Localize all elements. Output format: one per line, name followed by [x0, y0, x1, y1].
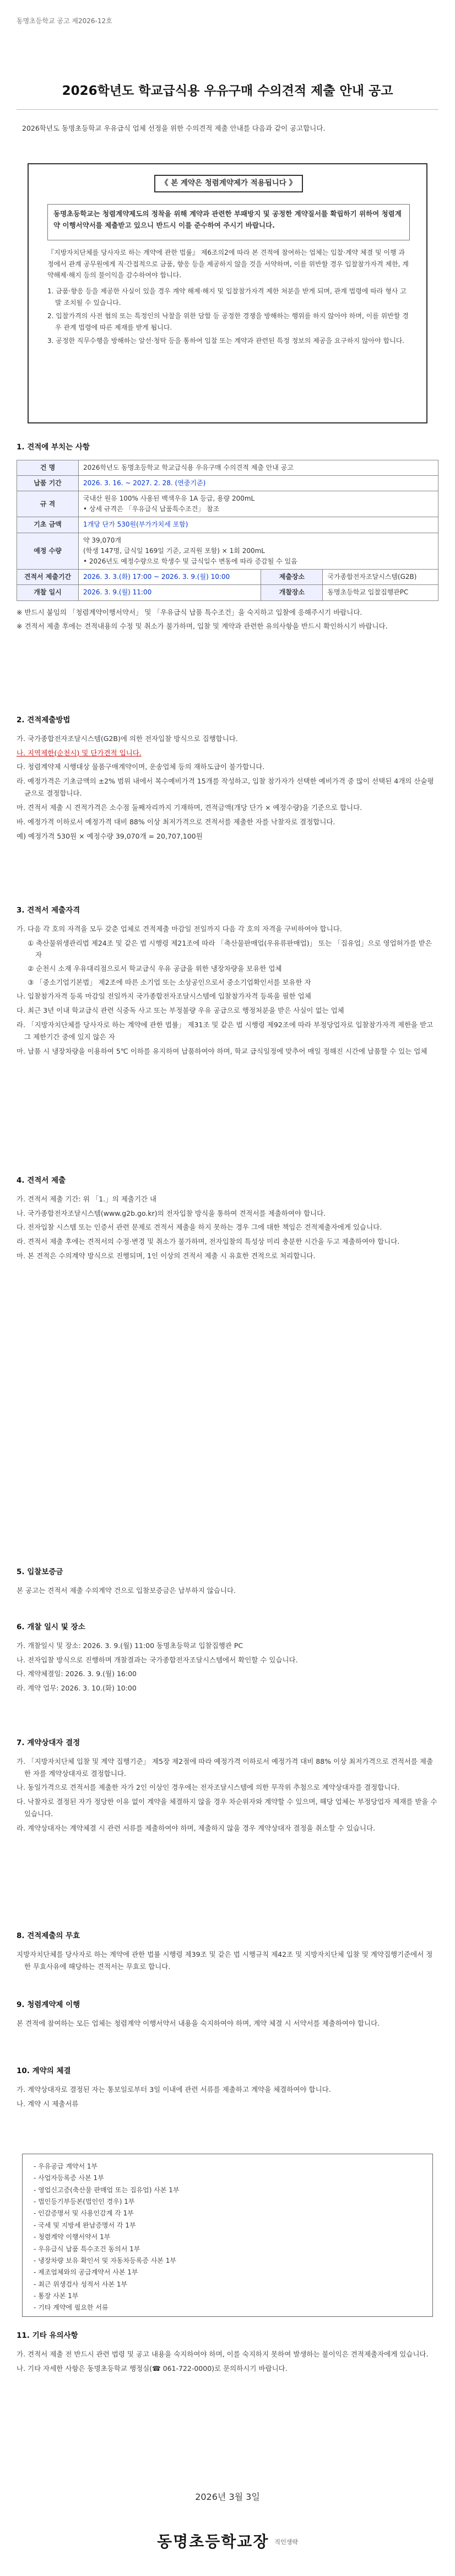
notice-heading: 《 본 계약은 청렴계약제가 적용됩니다 》 — [139, 164, 318, 192]
section-8 — [17, 1930, 438, 1974]
intro-text: 2026학년도 동명초등학교 우유급식 업체 선정을 위한 수의견적 제출 안내를 다음과 같이 공고합니다. — [22, 124, 326, 132]
list-item: 다. 계약체결일: 2026. 3. 9.(월) 16:00 — [17, 1670, 137, 1678]
list-item: - 청렴계약 이행서약서 1부 — [34, 2233, 111, 2241]
list-item: 마. 본 견적은 수의계약 방식으로 진행되며, 1인 이상의 견적서 제출 시 유효한 견적으로 처리합니다. — [17, 1252, 316, 1260]
list-item: 나. 계약 시 제출서류 — [17, 2099, 79, 2108]
section-3 — [17, 904, 438, 1059]
issuer-signature — [0, 2528, 455, 2555]
row-label: 건 명 — [17, 460, 79, 475]
list-item: - 영업신고증(축산물 판매업 또는 집유업) 사본 1부 — [34, 2186, 180, 2194]
section-text: 본 공고는 견적서 제출 수의계약 건으로 입찰보증금은 납부하지 않습니다. — [17, 1586, 236, 1595]
list-item: - 냉장차량 보유 확인서 및 자동차등록증 사본 1부 — [34, 2256, 176, 2264]
list-item: 가. 견적서 제출 기간: 위 「1.」의 제출기간 내 — [17, 1194, 157, 1203]
section-10 — [17, 2065, 438, 2112]
list-item: - 우유급식 납품 특수조건 동의서 1부 — [34, 2245, 140, 2253]
title-divider — [17, 109, 438, 110]
row-value: 2026. 3. 9.(월) 11:00 — [79, 585, 261, 600]
list-item: 다. 청렴계약제 시행대상 물품구매계약이며, 운송업체 등의 재하도급이 불가합니다. — [17, 763, 265, 771]
row-value: 2026학년도 동명초등학교 학교급식용 우유구매 수의견적 제출 안내 공고 — [79, 460, 438, 475]
list-item: ③ 「중소기업기본법」 제2조에 따른 소기업 또는 소상공인으로서 중소기업확인서를 보유한 자 — [28, 978, 311, 987]
table-row — [17, 585, 438, 600]
list-item: 라. 「지방자치단체를 당사자로 하는 계약에 관한 법률」 제31조 및 같은 법 시행령 제92조에 따라 부정당업자로 입찰참가자격 제한을 받고 그 제한기간 중에 있지 않은 자 — [17, 1020, 434, 1041]
notice-lead: 동명초등학교는 청렴계약제도의 정착을 위해 계약과 관련한 부패방지 및 공정한 계약질서를 확립하기 위하여 청렴계약 이행서약서를 제출받고 있으니 반드시 이를 준수하여 주시기 바랍니다. — [47, 204, 410, 240]
notice-paragraph: 『지방자치단체를 당사자로 하는 계약에 관한 법률』 제6조의2에 따라 본 견적에 참여하는 업체는 입찰·계약 체결 및 이행 과정에서 관계 공무원에게 직·간접적으로 금품, 향응 등을 제공하지 않을 것을 서약하며, 이를 위반할 경우 입찰참가자격 제한, 계약해제·해지 등의 불이익을 감수하여야 합니다. — [47, 249, 409, 280]
list-item: 라. 예정가격은 기초금액의 ±2% 범위 내에서 복수예비가격 15개를 작성하고, 입찰 참가자가 선택한 예비가격 중 많이 선택된 4개의 산술평균으로 결정합니다. — [17, 777, 434, 798]
row-label: 예정 수량 — [17, 533, 79, 570]
table-row — [17, 491, 438, 517]
section-11 — [17, 2330, 438, 2376]
section-title: 4. 견적서 제출 — [17, 1176, 66, 1185]
row-value: 약 39,070개 (학생 147명, 급식일 169일 기준, 교직원 포함) × 1회 200mL • 2026년도 예정수량으로 학생수 및 급식일수 변동에 따라 증감될 수 있음 — [79, 533, 438, 570]
row-label: 납품 기간 — [17, 475, 79, 491]
list-item: 라. 견적서 제출 후에는 견적서의 수정·변경 및 취소가 불가하며, 전자입찰의 특성상 미리 충분한 시간을 두고 제출하여야 합니다. — [17, 1237, 400, 1246]
table-row — [17, 533, 438, 570]
section-title: 6. 개찰 일시 및 장소 — [17, 1623, 85, 1632]
section-5 — [17, 1566, 438, 1599]
list-item: 가. 국가종합전자조달시스템(G2B)에 의한 전자입찰 방식으로 집행합니다. — [17, 734, 238, 743]
list-item: 나. 국가종합전자조달시스템(www.g2b.go.kr)의 전자입찰 방식을 통하여 견적서를 제출하여야 합니다. — [17, 1209, 326, 1217]
notice-item: 1. 금품·향응 등을 제공한 사실이 있을 경우 계약 해제·해지 및 입찰참가자격 제한 처분을 받게 되며, 관계 법령에 따라 형사 고발 조치될 수 있습니다. — [47, 287, 407, 307]
list-item: 마. 견적서 제출 시 견적가격은 소수점 둘째자리까지 기재하며, 견적금액(개당 단가 × 예정수량)을 기준으로 합니다. — [17, 803, 362, 812]
notice-body — [47, 247, 410, 349]
list-item: - 인감증명서 및 사용인감계 각 1부 — [34, 2209, 134, 2218]
section-7 — [17, 1737, 438, 1837]
section-4 — [17, 1174, 438, 1264]
list-item: 가. 개찰일시 및 장소: 2026. 3. 9.(월) 11:00 동명초등학교 입찰집행관 PC — [17, 1641, 243, 1650]
list-item: 예) 예정가격 530원 × 예정수량 39,070개 = 20,707,100원 — [17, 831, 203, 840]
section-9 — [17, 1999, 438, 2032]
section-text: 지방자치단체를 당사자로 하는 계약에 관한 법률 시행령 제39조 및 같은 법 시행규칙 제42조 및 지방자치단체 입찰 및 계약집행기준에서 정한 무효사유에 해당하는 견적서는 무효로 합니다. — [17, 1950, 433, 1971]
issuer-name: 동명초등학교장 — [157, 2532, 269, 2551]
section-title: 11. 기타 유의사항 — [17, 2331, 78, 2340]
list-item: 다. 낙찰자로 결정된 자가 정당한 이유 없이 계약을 체결하지 않을 경우 차순위자와 계약할 수 있으며, 해당 업체는 부정당업자 제재를 받을 수 있습니다. — [17, 1797, 437, 1818]
section-title: 5. 입찰보증금 — [17, 1568, 63, 1576]
list-item: 라. 계약 업무: 2026. 3. 10.(화) 10:00 — [17, 1684, 137, 1693]
row-label: 제출장소 — [261, 570, 323, 585]
list-item: 가. 다음 각 호의 자격을 모두 갖춘 업체로 견적제출 마감일 전일까지 다음 각 호의 자격을 구비하여야 합니다. — [17, 924, 342, 933]
list-item: - 우유공급 계약서 1부 — [34, 2162, 98, 2170]
integrity-notice-box — [28, 163, 427, 423]
note-item: ※ 반드시 붙임의 「청렴계약이행서약서」 및 「우유급식 납품 특수조건」을 숙지하고 입찰에 응해주시기 바랍니다. — [17, 608, 362, 616]
page-title: 2026학년도 학교급식용 우유구매 수의견적 제출 안내 공고 — [62, 84, 393, 98]
list-item: - 최근 위생검사 성적서 사본 1부 — [34, 2280, 128, 2288]
list-item: 가. 「지방자치단체 입찰 및 계약 집행기준」 제5장 제2절에 따라 예정가격 이하로서 예정가격 대비 88% 이상 최저가격으로 견적서를 제출한 자를 계약상대자로 결정합니다. — [17, 1757, 434, 1778]
section-1 — [17, 441, 438, 635]
row-value: 국가종합전자조달시스템(G2B) — [323, 570, 438, 585]
section-title: 7. 계약상대자 결정 — [17, 1738, 80, 1747]
row-value: 1개당 단가 530원(부가가치세 포함) — [79, 517, 438, 533]
list-item: - 제조업체와의 공급계약서 사본 1부 — [34, 2268, 138, 2277]
section-title: 1. 견적에 부치는 사항 — [17, 443, 90, 452]
table-row — [17, 517, 438, 533]
list-item: - 국세 및 지방세 완납증명서 각 1부 — [34, 2221, 136, 2229]
section-title: 8. 견적제출의 무효 — [17, 1931, 80, 1940]
list-item: 나. 입찰참가자격 등록 마감일 전일까지 국가종합전자조달시스템에 입찰참가자격 등록을 필한 업체 — [17, 992, 311, 1000]
list-item: 바. 예정가격 이하로서 예정가격 대비 88% 이상 최저가격으로 견적서를 제출한 자를 낙찰자로 결정합니다. — [17, 817, 335, 826]
table-row — [17, 460, 438, 475]
list-item: 다. 최근 3년 이내 학교급식 관련 식중독 사고 또는 부정불량 우유 공급으로 행정처분을 받은 사실이 없는 업체 — [17, 1006, 344, 1015]
list-item: ② 순천시 소재 우유대리점으로서 학교급식 우유 공급을 위한 냉장차량을 보유한 업체 — [28, 964, 282, 973]
list-item: 가. 견적서 제출 전 반드시 관련 법령 및 공고 내용을 숙지하여야 하며, 이를 숙지하지 못하여 발생하는 불이익은 견적제출자에게 있습니다. — [17, 2349, 429, 2358]
section-title: 10. 계약의 체결 — [17, 2067, 71, 2075]
section-text: 본 견적에 참여하는 모든 업체는 청렴계약 이행서약서 내용을 숙지하여야 하며, 계약 체결 시 서약서를 제출하여야 합니다. — [17, 2019, 380, 2027]
list-item: 라. 계약상대자는 계약체결 시 관련 서류를 제출하여야 하며, 제출하지 않을 경우 계약상대자 결정을 취소할 수 있습니다. — [17, 1824, 376, 1832]
section-6 — [17, 1621, 438, 1697]
row-label: 기초 금액 — [17, 517, 79, 533]
notice-item: 3. 공정한 직무수행을 방해하는 알선·청탁 등을 통하여 입찰 또는 계약과 관련된 특정 정보의 제공을 요구하지 않아야 합니다. — [47, 337, 405, 345]
table-row — [17, 570, 438, 585]
announcement-date: 2026년 3월 3일 — [195, 2492, 260, 2502]
list-item: - 기타 계약에 필요한 서류 — [34, 2304, 109, 2312]
list-item: 나. 지역제한(순천시) 및 단가견적 입니다. — [17, 748, 142, 757]
list-item: 가. 계약상대자로 결정된 자는 통보일로부터 3일 이내에 관련 서류를 제출하고 계약을 체결하여야 합니다. — [17, 2085, 331, 2094]
info-table — [17, 460, 438, 601]
row-value: 국내산 원유 100% 사용된 백색우유 1A 등급, 용량 200mL • 상세 규격은 「우유급식 납품특수조건」 참조 — [79, 491, 438, 517]
section-title: 9. 청렴계약제 이행 — [17, 2000, 80, 2009]
table-row — [17, 475, 438, 491]
section-title: 3. 견적서 제출자격 — [17, 906, 80, 915]
row-value: 2026. 3. 16. ~ 2027. 2. 28. (연중기준) — [79, 475, 438, 491]
notice-item: 2. 입찰가격의 사전 협의 또는 특정인의 낙찰을 위한 담합 등 공정한 경쟁을 방해하는 행위를 하지 않아야 하며, 이를 위반할 경우 관계 법령에 따른 제재를 받게 됩니다. — [47, 312, 409, 331]
required-documents-box — [22, 2154, 433, 2317]
seal-note: 직인생략 — [274, 2539, 298, 2546]
list-item: - 통장 사본 1부 — [34, 2291, 79, 2300]
row-label: 규 격 — [17, 491, 79, 517]
row-label: 견적서 제출기간 — [17, 570, 79, 585]
section-2 — [17, 714, 438, 845]
row-value: 2026. 3. 3.(화) 17:00 ~ 2026. 3. 9.(월) 10:00 — [79, 570, 261, 585]
row-label: 개찰장소 — [261, 585, 323, 600]
list-item: 나. 동일가격으로 견적서를 제출한 자가 2인 이상인 경우에는 전자조달시스템에 의한 무작위 추첨으로 계약상대자를 결정합니다. — [17, 1783, 400, 1792]
list-item: 나. 기타 자세한 사항은 동명초등학교 행정실(☎ 061-722-0000)로 문의하시기 바랍니다. — [17, 2364, 288, 2373]
list-item: - 사업자등록증 사본 1부 — [34, 2174, 104, 2182]
section-title: 2. 견적제출방법 — [17, 716, 71, 724]
list-item: 마. 납품 시 냉장차량을 이용하여 5℃ 이하를 유지하여 납품하여야 하며, 학교 급식일정에 맞추어 매일 정해진 시간에 납품할 수 있는 업체 — [17, 1046, 427, 1055]
row-label: 개찰 일시 — [17, 585, 79, 600]
list-item: ① 축산물위생관리법 제24조 및 같은 법 시행령 제21조에 따라 「축산물판매업(우유류판매업)」 또는 「집유업」으로 영업허가를 받은 자 — [28, 938, 432, 959]
list-item: - 법인등기부등본(법인인 경우) 1부 — [34, 2198, 135, 2206]
note-item: ※ 견적서 제출 후에는 견적내용의 수정 및 취소가 불가하며, 입찰 및 계약과 관련한 유의사항을 반드시 확인하시기 바랍니다. — [17, 622, 388, 631]
document-number: 동명초등학교 공고 제2026-12호 — [17, 17, 112, 25]
list-item: 나. 전자입찰 방식으로 진행하며 개찰결과는 국가종합전자조달시스템에서 확인할 수 있습니다. — [17, 1655, 298, 1664]
row-value: 동명초등학교 입찰집행관PC — [323, 585, 438, 600]
list-item: 다. 전자입찰 시스템 또는 인증서 관련 문제로 견적서 제출을 하지 못하는 경우 그에 대한 책임은 견적제출자에게 있습니다. — [17, 1223, 382, 1232]
